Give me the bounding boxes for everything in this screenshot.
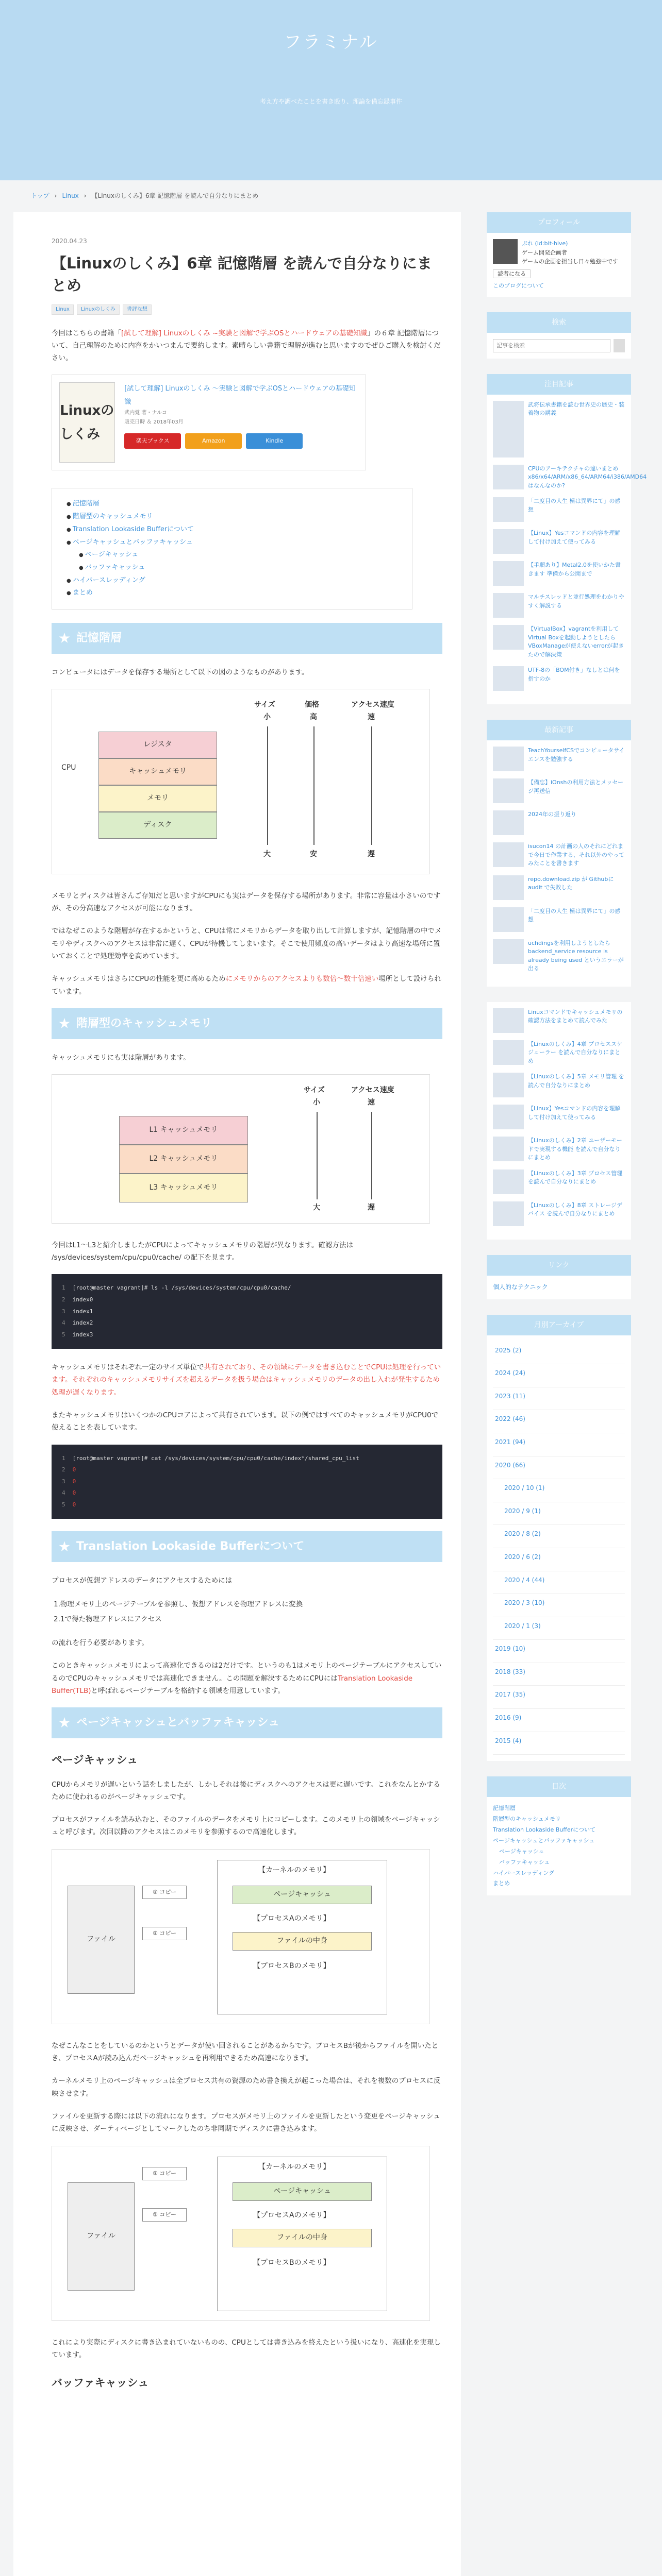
- list-item[interactable]: TeachYourselfCSでコンピュータサイエンスを勉強する: [493, 747, 625, 771]
- breadcrumb-separator: ›: [84, 192, 87, 200]
- book-author: 武内覚 著・ナルコ: [124, 410, 167, 416]
- links-widget: リンク 個人的なテクニック: [487, 1255, 631, 1299]
- paragraph: 今回はL1〜L3と紹介しましたがCPUによってキャッシュメモリの階層が異なります。確認方法は /sys/devices/system/cpu/cpu0/cache/ の配下を見ます。: [52, 1241, 353, 1262]
- profile-widget: プロフィール ぷれ (id:bit-hive) ゲーム開発企画者 ゲームの企画を担当し日々勉強中です 読者になる このブログについて: [487, 212, 631, 297]
- layer-disk: ディスク: [98, 812, 217, 839]
- star-icon: [59, 1717, 70, 1728]
- list-item[interactable]: 「二度目の人生 極は異界にて」の感想: [493, 497, 625, 522]
- list-item[interactable]: uchdingsを利用しようとしたら backend_service resource is already being used というエラーが出る: [493, 939, 625, 973]
- section-heading: 記憶階層: [52, 623, 442, 654]
- amazon-button[interactable]: Amazon: [185, 433, 242, 449]
- toc-item[interactable]: 記憶階層: [493, 1805, 516, 1812]
- archive-item[interactable]: 2018 (33): [493, 1663, 625, 1686]
- article: [13, 212, 461, 2576]
- toc-item[interactable]: バッファキャッシュ: [499, 1858, 550, 1866]
- paragraph: キャッシュメモリはさらにCPUの性能を更に高めるためにメモリからのアクセスよりも数倍〜数十倍速い場所として設けられています。: [52, 975, 441, 996]
- archive-item[interactable]: 2020 / 6 (2): [493, 1548, 625, 1571]
- section-heading: Translation Lookaside Bufferについて: [52, 1531, 442, 1562]
- breadcrumb-separator: ›: [54, 192, 57, 200]
- subscribe-button[interactable]: 読者になる: [493, 269, 531, 278]
- paragraph: キャッシュメモリにも実は階層があります。: [52, 1053, 190, 1062]
- archive-item[interactable]: 2017 (35): [493, 1686, 625, 1709]
- list-item[interactable]: 【Linux】Yesコマンドの内容を理解して付け加えて使ってみる: [493, 529, 625, 554]
- archive-item[interactable]: 2020 / 10 (1): [493, 1479, 625, 1502]
- breadcrumb-current: 【Linuxのしくみ】6章 記憶階層 を読んで自分なりにまとめ: [91, 192, 259, 200]
- list-item[interactable]: 2024年の振り返り: [493, 810, 625, 835]
- cpu-label: CPU: [61, 763, 76, 772]
- paragraph: これにより実際にディスクに書き込まれていないものの、CPUとしては書き込みを終えたという扱いになり、高速化を実現しています。: [52, 2338, 441, 2359]
- list-item[interactable]: 【手順あり】Metal2.0を使いかた書きます 準備から公開まで: [493, 561, 625, 586]
- breadcrumb-home[interactable]: トップ: [31, 192, 49, 200]
- archive-item[interactable]: 2021 (94): [493, 1433, 625, 1456]
- archive-item[interactable]: 2016 (9): [493, 1709, 625, 1732]
- toc-item[interactable]: ハイパースレッディング: [493, 1869, 555, 1876]
- paragraph: ファイルを更新する際には以下の流れになります。プロセスがメモリ上のファイルを更新したという変更をページキャッシュに反映させ、ダーティページとしてマークしたのち非同期でディスクに書き込みます。: [52, 2112, 440, 2133]
- kindle-button[interactable]: Kindle: [246, 433, 303, 449]
- recent-widget: 最新記事 TeachYourselfCSでコンピュータサイエンスを勉強する 【備忘】iOnshの利用方法とメッセージ再送信 2024年の振り返り isucon14 の計画の人のそれにどれまで今日で作業する、それ以外のやってみたことを書きます repo.download.zip が Githubにaudit で失敗した 「二度目の人生 極は異界にて」の感想 uchdingsを利用しようとしたら backend_service resource is already being used というエラーが出る: [487, 720, 631, 987]
- archive-item[interactable]: 2020 / 1 (3): [493, 1617, 625, 1640]
- file-box: ファイル: [68, 1886, 135, 1994]
- rakuten-button[interactable]: 楽天ブックス: [124, 433, 181, 449]
- book-title-link[interactable]: [試して理解] Linuxのしくみ ～実験と図解で学ぶOSとハードウェアの基礎知識: [124, 385, 356, 406]
- cache-hierarchy-figure: サイズ アクセス速度 小 速 大 遅 L1 キャッシュメモリ L2 キャッシュメモリ L3 キャッシュメモリ: [52, 1074, 430, 1224]
- profile-name[interactable]: ぷれ (id:bit-hive): [522, 240, 568, 247]
- toc-item[interactable]: 記憶階層: [72, 500, 100, 508]
- section-heading: ページキャッシュとバッファキャッシュ: [52, 1707, 442, 1738]
- post-date: 2020.04.23: [52, 238, 87, 245]
- paragraph: CPUからメモリが遅いという話をしましたが、しかしそれは後にディスクへのアクセスは更に遅いです。これをなんとかするために使われるのがページキャッシュです。: [52, 1780, 440, 1801]
- archive-item[interactable]: 2024 (24): [493, 1364, 625, 1387]
- archive-item[interactable]: 2022 (46): [493, 1410, 625, 1433]
- archive-item[interactable]: 2019 (10): [493, 1640, 625, 1663]
- site-tagline: 考え方や調べたことを書き殴り、理論を備忘録事件: [259, 98, 402, 106]
- site-title[interactable]: フラミナル: [284, 32, 378, 53]
- toc-item[interactable]: まとめ: [493, 1880, 510, 1887]
- list-item[interactable]: UTF-8の「BOM付き」なしとは何を指すのか: [493, 666, 625, 691]
- breadcrumb-category[interactable]: Linux: [62, 192, 79, 200]
- category-list: [52, 304, 442, 315]
- archive-item[interactable]: 2020 / 4 (44): [493, 1571, 625, 1595]
- toc-item[interactable]: バッファキャッシュ: [85, 563, 145, 571]
- archive-item[interactable]: 2020 / 8 (2): [493, 1525, 625, 1548]
- book-cover[interactable]: Linuxのしくみ: [59, 382, 115, 463]
- search-icon[interactable]: [614, 339, 625, 352]
- post-title: 【Linuxのしくみ】6章 記憶階層 を読んで自分なりにまとめ: [52, 254, 432, 295]
- toc-widget: 目次 記憶階層 階層型のキャッシュメモリ Translation Lookaside Bufferについて ページキャッシュとバッファキャッシュ ページキャッシュ バッファキャッシュ ハイパースレッディング まとめ: [487, 1776, 631, 1895]
- category-tag[interactable]: Linuxのしくみ: [77, 304, 120, 315]
- paragraph: コンピュータにはデータを保存する場所として以下の図のようなものがあります。: [52, 668, 309, 676]
- toc-item[interactable]: ページキャッシュ: [85, 551, 139, 559]
- paragraph: の流れを行う必要があります。: [52, 1638, 148, 1647]
- list-item[interactable]: 【Linuxのしくみ】2章 ユーザーモードで実現する機能 を読んで自分なりにまとめ: [493, 1137, 625, 1162]
- related-widget: [487, 1002, 631, 1240]
- toc-item[interactable]: 階層型のキャッシュメモリ: [72, 513, 153, 521]
- toc-item[interactable]: ハイパースレッディング: [72, 576, 145, 584]
- layer-l1: L1 キャッシュメモリ: [119, 1116, 248, 1145]
- list-item[interactable]: isucon14 の計画の人のそれにどれまで今日で作業する、それ以外のやってみたことを書きます: [493, 842, 625, 868]
- star-icon: [59, 1018, 70, 1029]
- list-item[interactable]: 【備忘】iOnshの利用方法とメッセージ再送信: [493, 778, 625, 803]
- section-heading: 階層型のキャッシュメモリ: [52, 1008, 442, 1039]
- paragraph: このときキャッシュメモリによって高速化できるのは2だけです。というのも1はメモリ上のページテーブルにアクセスしているのでCPUのキャッシュメモリでは高速化できません。この問題を解決するためにCPUにはTranslation Lookaside Buffer(TLB)と呼ばれるページテーブルを格納する領域を用意しています。: [52, 1662, 442, 1695]
- book-link[interactable]: [試して理解] Linuxのしくみ ~実験と図解で学ぶOSとハードウェアの基礎知識: [121, 329, 367, 337]
- memory-hierarchy-figure: サイズ 価格 アクセス速度 小 高 速 大 安 遅 CPU レジスタ キャッシュメモリ メモリ ディスク: [52, 689, 430, 874]
- popular-widget: 注目記事 武将伝承書籍を読む世界史の歴史・装着物の講義 CPUのアーキテクチャの違いまとめ x86/x64/ARM/x86_64/ARM64/i386/AMD64はなんなのか? 「二度目の人生 極は異界にて」の感想 【Linux】Yesコマンドの内容を理解して付け加えて使ってみる 【手順あり】Metal2.0を使いかた書きます 準備から公開まで マルチスレッドと並行処理をわかりやすく解説する 【VirtualBox】vagrantを利用してVirtual Boxを起動しようとしたらVBoxManageが使えないerrorが起きたので解決策 UTF-8の「BOM付き」なしとは何を指すのか: [487, 374, 631, 705]
- table-of-contents: [52, 488, 412, 609]
- list-item[interactable]: マルチスレッドと並行処理をわかりやすく解説する: [493, 593, 625, 618]
- list-item[interactable]: Linuxコマンドでキャッシュメモリの確認方法をまとめて読んでみた: [493, 1008, 625, 1033]
- avatar[interactable]: [493, 239, 518, 264]
- list-item[interactable]: repo.download.zip が Githubにaudit で失敗した: [493, 875, 625, 900]
- layer-register: レジスタ: [98, 732, 217, 758]
- star-icon: [59, 633, 70, 644]
- subsection-heading: ページキャッシュ: [52, 1753, 138, 1766]
- amazon-card: [52, 375, 366, 470]
- list-item[interactable]: CPUのアーキテクチャの違いまとめ x86/x64/ARM/x86_64/ARM64/i386/AMD64はなんなのか?: [493, 465, 625, 490]
- toc-item[interactable]: ページキャッシュとバッファキャッシュ: [493, 1837, 595, 1844]
- subsection-heading: バッファキャッシュ: [52, 2377, 149, 2389]
- arrow-line: [371, 726, 372, 845]
- layer-memory: メモリ: [98, 785, 217, 812]
- toc-item[interactable]: Translation Lookaside Bufferについて: [72, 525, 194, 533]
- paragraph: プロセスが仮想アドレスのデータにアクセスするためには: [52, 1576, 233, 1585]
- paragraph: メモリとディスクは皆さんご存知だと思いますがCPUにも実はデータを保存する場所があります。非常に容量は小さいのですが、その分高速なアクセスが可能になります。: [52, 891, 441, 913]
- axis-label: 価格: [305, 700, 319, 709]
- arrow-line: [267, 726, 268, 845]
- ordered-list: 1.物理メモリ上のページテーブルを参照し、仮想アドレスを物理アドレスに変換 2.1で得た物理アドレスにアクセス: [54, 1600, 303, 1623]
- star-icon: [59, 1541, 70, 1552]
- paragraph: キャッシュメモリはそれぞれ一定のサイズ単位で共有されており、その領域にデータを書き込むことでCPUは処理を行っています。それぞれのキャッシュメモリサイズを超えるデータを扱う場合はキャッシュメモリのデータの出し入れが発生するため処理が遅くなります。: [52, 1363, 441, 1397]
- layer-l2: L2 キャッシュメモリ: [119, 1145, 248, 1174]
- paragraph: またキャッシュメモリはいくつかのCPUコアによって共有されています。以下の例ではすべてのキャッシュメモリがCPU0で使えることを表しています。: [52, 1411, 439, 1432]
- code-block: 1 [root@master vagrant]# cat /sys/devices/system/cpu/cpu0/cache/index*/shared_cpu_list 2 0 3 0 4 0 5 0: [52, 1445, 442, 1519]
- breadcrumb: [0, 180, 662, 212]
- list-item[interactable]: 【Linuxのしくみ】3章 プロセス管理 を読んで自分なりにまとめ: [493, 1170, 625, 1194]
- archive-item[interactable]: 2020 / 9 (1): [493, 1502, 625, 1526]
- site-header: [0, 0, 662, 180]
- layer-l3: L3 キャッシュメモリ: [119, 1174, 248, 1202]
- list-item[interactable]: 【Linuxのしくみ】5章 メモリ管理 を読んで自分なりにまとめ: [493, 1073, 625, 1097]
- page-cache-figure: ファイル 【カーネルのメモリ】 ページキャッシュ 【プロセスAのメモリ】 ファイルの中身 【プロセスBのメモリ】 ① コピー ② コピー: [52, 1849, 430, 2024]
- sidebar: [487, 212, 647, 2576]
- link-item[interactable]: 個人的なテクニック: [493, 1283, 548, 1291]
- list-item[interactable]: 【Linuxのしくみ】8章 ストレージデバイス を読んで自分なりにまとめ: [493, 1201, 625, 1226]
- list-item[interactable]: 【Linux】Yesコマンドの内容を理解して付け加えて使ってみる: [493, 1105, 625, 1129]
- dirty-page-figure: ファイル 【カーネルのメモリ】 ページキャッシュ 【プロセスAのメモリ】 ファイルの中身 【プロセスBのメモリ】 ② コピー ① コピー: [52, 2146, 430, 2321]
- paragraph: プロセスがファイルを読み込むと、そのファイルのデータをメモリ上にコピーします。このメモリ上の領域をページキャッシュと呼びます。次回以降のアクセスはこのメモリを参照するので高速化します。: [52, 1816, 440, 1837]
- list-item[interactable]: 【Linuxのしくみ】4章 プロセススケジューラー を読んで自分なりにまとめ: [493, 1040, 625, 1066]
- axis-label: アクセス速度: [351, 700, 394, 709]
- toc-item[interactable]: ページキャッシュ: [499, 1848, 544, 1855]
- archive-item[interactable]: 2023 (11): [493, 1387, 625, 1411]
- toc-item[interactable]: ページキャッシュとバッファキャッシュ: [72, 538, 193, 546]
- archive-widget: 月別アーカイブ 2025 (2) 2024 (24) 2023 (11) 2022 (46) 2021 (94) 2020 (66) 2020 / 10 (1) 2020 / 9 (1) 2020 / 8 (2) 2020 / 6 (2) 2020 / 4 (44) 2020 / 3 (10) 2020 / 1 (3) 2019 (10) 2018 (33) 2017 (35) 2016 (9) 2015 (4): [487, 1315, 631, 1761]
- code-block: 1 [root@master vagrant]# ls -l /sys/devices/system/cpu/cpu0/cache/ 2 index0 3 index1 4 index2 5 index3: [52, 1274, 442, 1349]
- paragraph: カーネルメモリ上のページキャッシュは全プロセス共有の資源のため書き換えが起こった場合は、それを複数のプロセスに反映させます。: [52, 2077, 441, 2098]
- search-input[interactable]: [493, 339, 610, 352]
- list-item[interactable]: 「二度目の人生 極は異界にて」の感想: [493, 907, 625, 932]
- category-tag[interactable]: Linux: [52, 304, 74, 315]
- about-link[interactable]: このブログについて: [493, 282, 544, 290]
- paragraph: なぜこんなことをしているのかというとデータが使い回されることがあるからです。プロセスBが後からファイルを開いたとき、プロセスAが読み込んだページキャッシュを再利用できるため高速になります。: [52, 2041, 439, 2063]
- list-item[interactable]: 【VirtualBox】vagrantを利用してVirtual Boxを起動しようとしたらVBoxManageが使えないerrorが起きたので解決策: [493, 625, 625, 659]
- search-widget: 検索 記事を検索: [487, 312, 631, 359]
- toc-item[interactable]: Translation Lookaside Bufferについて: [493, 1826, 595, 1834]
- book-date: 販売日時 ＆ 2018年03月: [124, 419, 184, 425]
- arrow-line: [313, 726, 315, 845]
- layer-cache: キャッシュメモリ: [98, 758, 217, 785]
- category-tag[interactable]: 書評な想: [123, 304, 152, 315]
- archive-item[interactable]: 2020 / 3 (10): [493, 1594, 625, 1617]
- intro-paragraph: 今回はこちらの書籍「[試して理解] Linuxのしくみ ~実験と図解で学ぶOSとハードウェアの基礎知識」の６章 記憶階層について、自己理解のために内容をかいつまんで要約します。素晴らしい書籍で理解が進むと思いますのでぜひご購入を検討ください。: [52, 329, 441, 363]
- archive-item[interactable]: 2020 (66): [493, 1456, 625, 1480]
- list-item[interactable]: 武将伝承書籍を読む世界史の歴史・装着物の講義: [493, 401, 625, 457]
- archive-item[interactable]: 2025 (2): [493, 1342, 625, 1365]
- toc-item[interactable]: 階層型のキャッシュメモリ: [493, 1816, 561, 1823]
- toc-item[interactable]: まとめ: [72, 589, 93, 597]
- paragraph: ではなぜこのような階層が存在するかというと、CPUは常にメモリからデータを取り出して計算しますが、記憶階層の中でメモリやディスクへのアクセスは非常に遅く、CPUが待機してしまいます。そこで使用頻度の高いデータはより高速な場所に置いておくことで処理効率を高めています。: [52, 927, 442, 961]
- archive-item[interactable]: 2015 (4): [493, 1732, 625, 1755]
- axis-label: サイズ: [254, 700, 275, 709]
